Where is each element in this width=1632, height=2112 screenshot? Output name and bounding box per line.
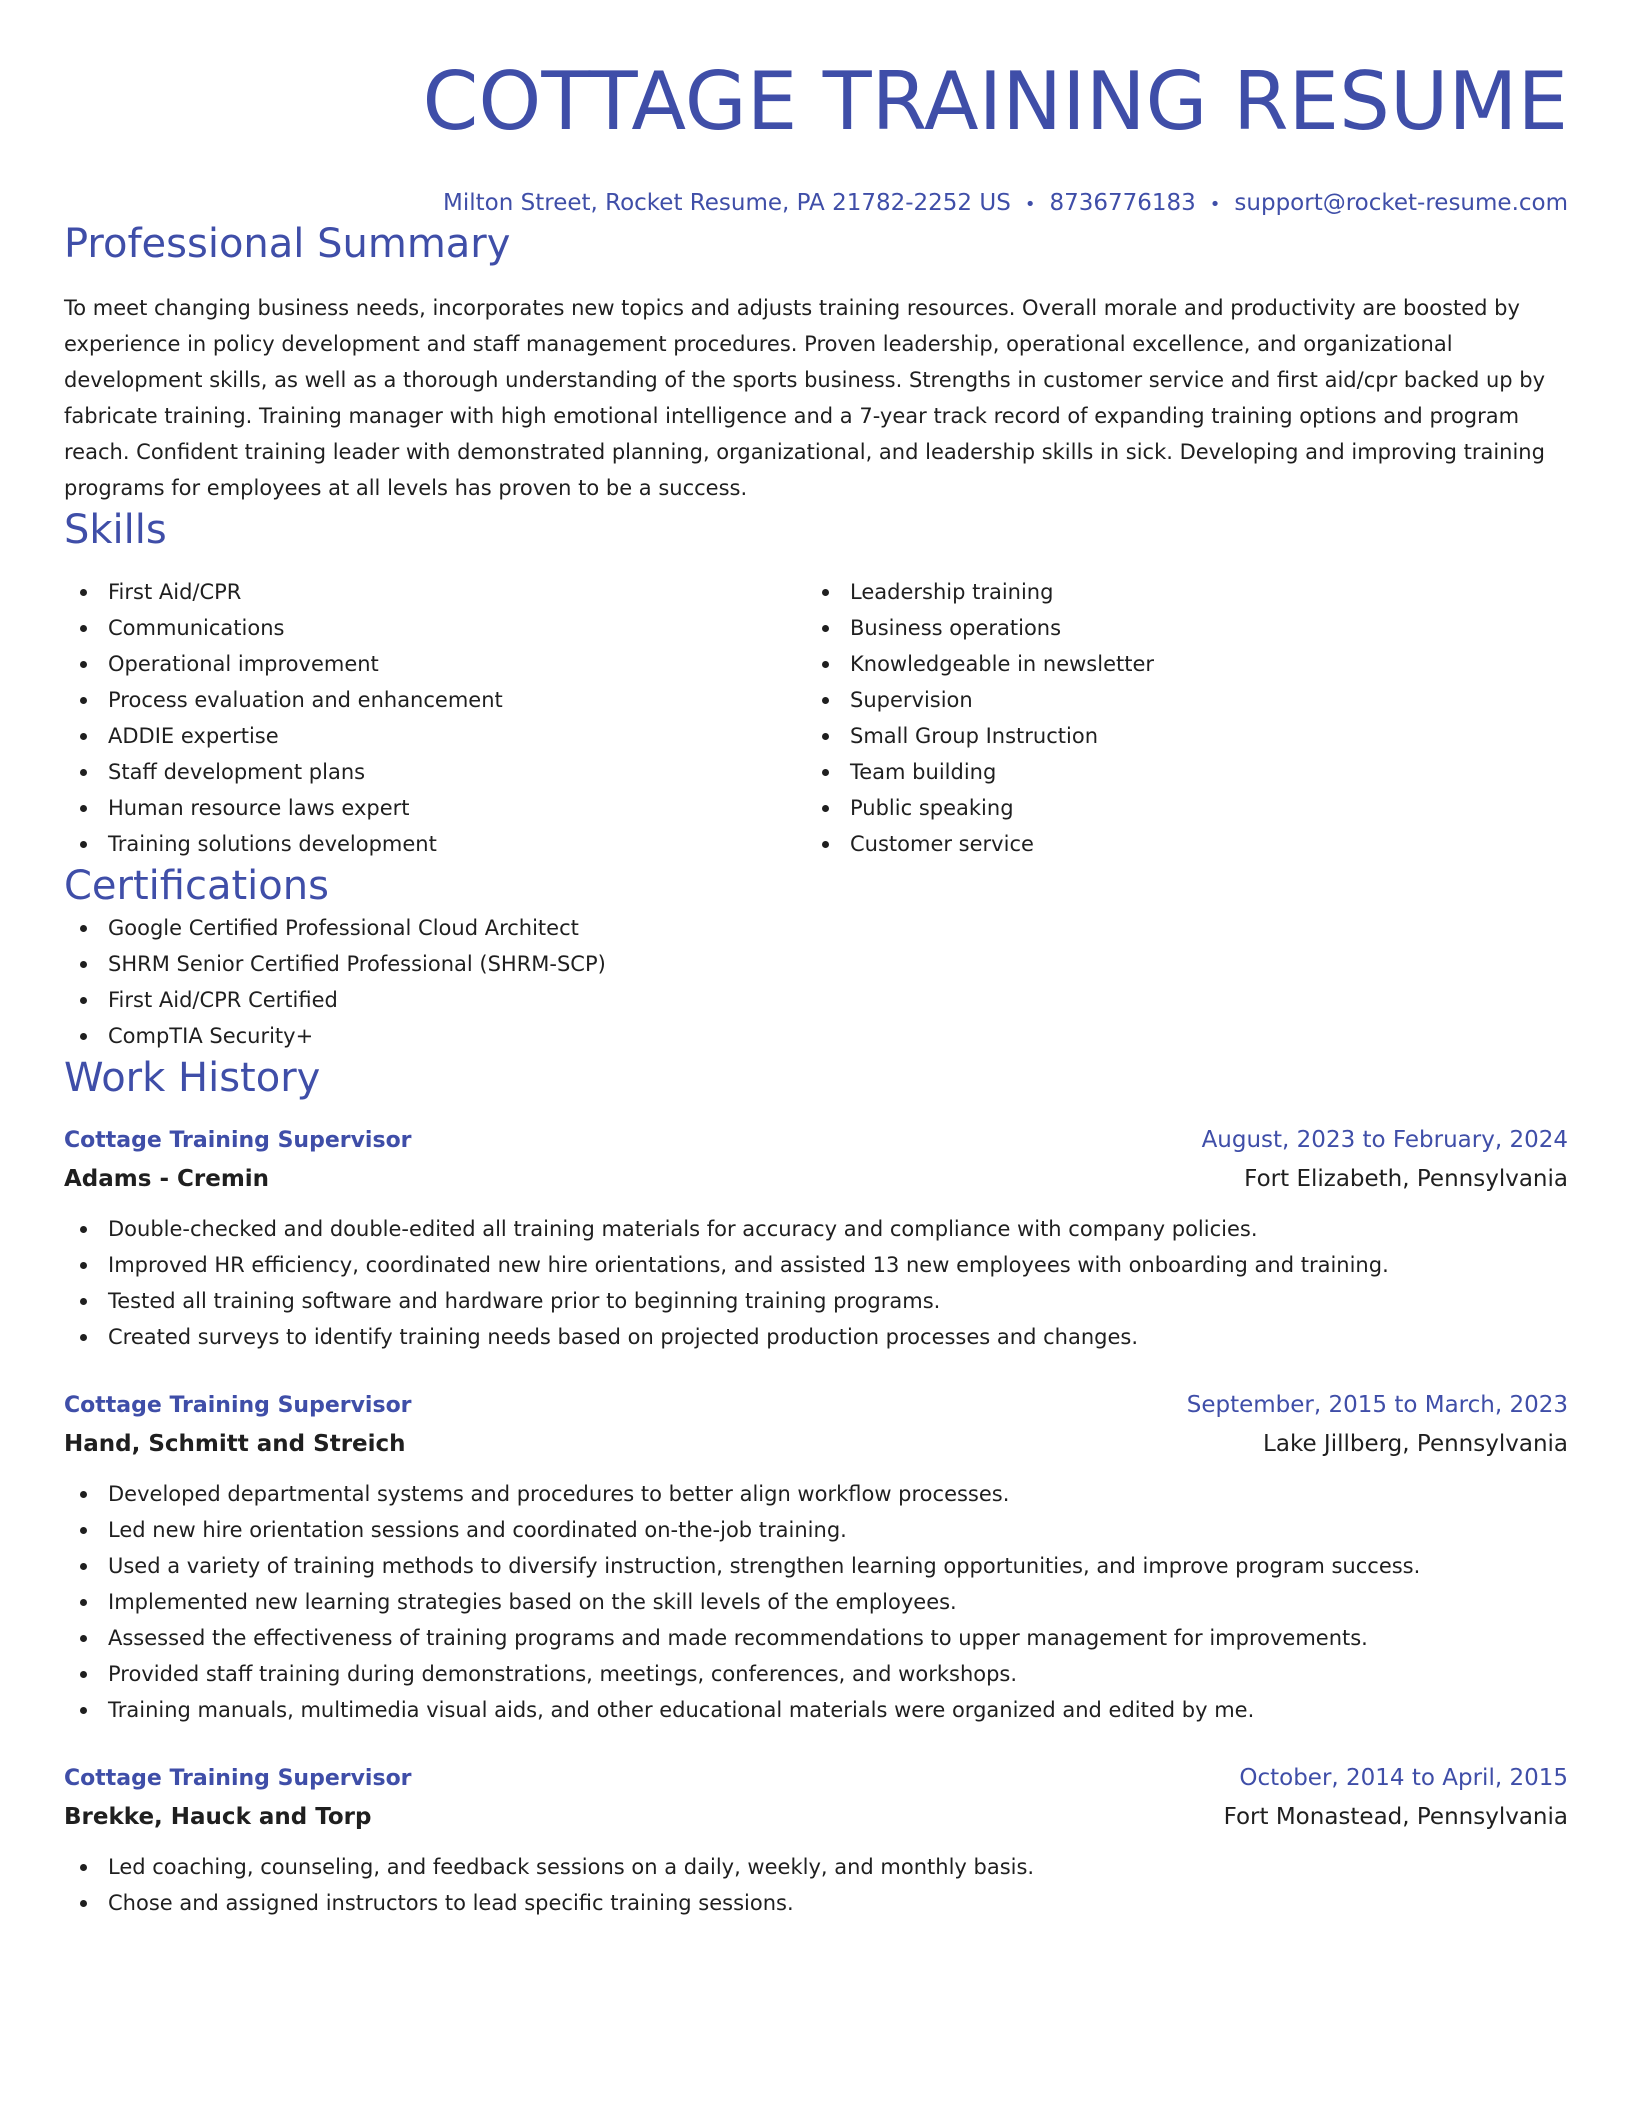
- certification-item: SHRM Senior Certified Professional (SHRM-SCP): [64, 946, 1568, 982]
- certifications-list: [64, 910, 1568, 1054]
- skill-item: Customer service: [806, 826, 1548, 862]
- job-bullet: Assessed the effectiveness of training programs and made recommendations to upper management for improvements.: [64, 1620, 1568, 1656]
- job-company-row: [64, 1797, 1568, 1837]
- job-dates: August, 2023 to February, 2024: [1201, 1127, 1568, 1153]
- skill-item: ADDIE expertise: [64, 718, 806, 754]
- job-bullets: [64, 1849, 1568, 1921]
- skill-item: Team building: [806, 754, 1548, 790]
- job-bullet: Implemented new learning strategies based on the skill levels of the employees.: [64, 1584, 1568, 1620]
- job-bullet: Created surveys to identify training needs based on projected production processes and changes.: [64, 1319, 1568, 1355]
- skill-item: Training solutions development: [64, 826, 806, 862]
- skills-grid: [64, 574, 1568, 862]
- job-company: Hand, Schmitt and Streich: [64, 1431, 406, 1457]
- resume-page: [64, 0, 1568, 1921]
- work-history-heading: Work History: [64, 1055, 321, 1101]
- job-bullet: Training manuals, multimedia visual aids, and other educational materials were organized and edited by me.: [64, 1692, 1568, 1728]
- job-company: Brekke, Hauck and Torp: [64, 1804, 372, 1830]
- job-bullet: Provided staff training during demonstrations, meetings, conferences, and workshops.: [64, 1656, 1568, 1692]
- job-location: Fort Elizabeth, Pennsylvania: [1244, 1166, 1568, 1192]
- skill-item: Supervision: [806, 682, 1548, 718]
- certifications-heading: Certifications: [64, 863, 329, 909]
- skill-item: Knowledgeable in newsletter: [806, 646, 1548, 682]
- job-bullets: [64, 1476, 1568, 1728]
- resume-name: COTTAGE TRAINING RESUME: [422, 55, 1568, 148]
- contact-email: support@rocket-resume.com: [1234, 190, 1568, 216]
- job-bullet: Developed departmental systems and procedures to better align workflow processes.: [64, 1476, 1568, 1512]
- skill-item: Communications: [64, 610, 806, 646]
- skill-item: Staff development plans: [64, 754, 806, 790]
- job-location: Fort Monastead, Pennsylvania: [1223, 1804, 1568, 1830]
- job-bullet: Used a variety of training methods to diversify instruction, strengthen learning opportunities, and improve program success.: [64, 1548, 1568, 1584]
- skill-item: Public speaking: [806, 790, 1548, 826]
- job-title: Cottage Training Supervisor: [64, 1766, 412, 1791]
- contact-phone: 8736776183: [1049, 190, 1196, 216]
- job-company: Adams - Cremin: [64, 1166, 270, 1192]
- job-location: Lake Jillberg, Pennsylvania: [1263, 1431, 1568, 1457]
- job-company-row: [64, 1424, 1568, 1464]
- certification-item: CompTIA Security+: [64, 1018, 1568, 1054]
- job-bullet: Led coaching, counseling, and feedback sessions on a daily, weekly, and monthly basis.: [64, 1849, 1568, 1885]
- job-entry: [64, 1387, 1568, 1728]
- skills-list-right: [806, 574, 1548, 862]
- job-header-row: [64, 1387, 1568, 1424]
- skills-column-left: [64, 574, 806, 862]
- skills-list-left: [64, 574, 806, 862]
- job-dates: September, 2015 to March, 2023: [1186, 1392, 1568, 1418]
- contact-line: [64, 188, 1568, 220]
- job-bullet: Improved HR efficiency, coordinated new hire orientations, and assisted 13 new employees with onboarding and training.: [64, 1247, 1568, 1283]
- job-header-row: [64, 1760, 1568, 1797]
- contact-separator: •: [1209, 194, 1221, 215]
- certification-item: Google Certified Professional Cloud Architect: [64, 910, 1568, 946]
- job-title: Cottage Training Supervisor: [64, 1128, 412, 1153]
- job-title: Cottage Training Supervisor: [64, 1393, 412, 1418]
- job-entry: [64, 1122, 1568, 1355]
- skill-item: Business operations: [806, 610, 1548, 646]
- job-company-row: [64, 1159, 1568, 1199]
- skill-item: First Aid/CPR: [64, 574, 806, 610]
- job-bullet: Led new hire orientation sessions and coordinated on-the-job training.: [64, 1512, 1568, 1548]
- skills-column-right: [806, 574, 1548, 862]
- summary-text: To meet changing business needs, incorporates new topics and adjusts training resources. Overall morale and productivity are boosted by experience in policy development and staff management procedures. Proven leadership, operational excellence, and organizational development skills, as well as a thorough understanding of the sports business. Strengths in customer service and first aid/cpr backed up by fabricate training. Training manager with high emotional intelligence and a 7-year track record of expanding training options and program reach. Confident training leader with demonstrated planning, organizational, and leadership skills in sick. Developing and improving training programs for employees at all levels has proven to be a success.: [64, 296, 1546, 500]
- job-dates: October, 2014 to April, 2015: [1239, 1765, 1568, 1791]
- skill-item: Leadership training: [806, 574, 1548, 610]
- skill-item: Process evaluation and enhancement: [64, 682, 806, 718]
- certification-item: First Aid/CPR Certified: [64, 982, 1568, 1018]
- contact-address: Milton Street, Rocket Resume, PA 21782-2252 US: [443, 190, 1011, 216]
- job-bullet: Chose and assigned instructors to lead specific training sessions.: [64, 1885, 1568, 1921]
- summary-heading: Professional Summary: [64, 221, 511, 267]
- job-bullet: Tested all training software and hardware prior to beginning training programs.: [64, 1283, 1568, 1319]
- job-bullet: Double-checked and double-edited all training materials for accuracy and compliance with company policies.: [64, 1211, 1568, 1247]
- contact-separator: •: [1024, 194, 1036, 215]
- job-header-row: [64, 1122, 1568, 1159]
- skill-item: Human resource laws expert: [64, 790, 806, 826]
- skill-item: Small Group Instruction: [806, 718, 1548, 754]
- skill-item: Operational improvement: [64, 646, 806, 682]
- job-entry: [64, 1760, 1568, 1921]
- skills-heading: Skills: [64, 507, 167, 553]
- job-bullets: [64, 1211, 1568, 1355]
